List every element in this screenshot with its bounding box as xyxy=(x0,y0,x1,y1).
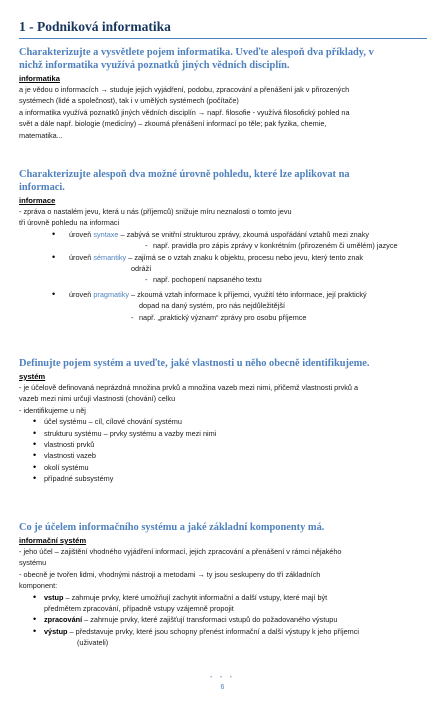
list-item-syntaxe: • úroveň syntaxe – zabývá se vnitřní strukturou zprávy, zkoumá uspořádání vztahů mezi znaky xyxy=(19,229,429,240)
text-line: a informatika využívá poznatků jiných vědních disciplín → např. filosofie - využívá filosofický pohled na xyxy=(19,107,350,117)
page-footer xyxy=(0,674,445,692)
list-item-semantiky: • úroveň sémantiky – zajímá se o vztah znaku k objektu, procesu nebo jevu, který tento znak xyxy=(19,252,429,263)
text-line: - je účelově definovaná neprázdná množina prvků a množina vazeb mezi nimi, přičemž vlastnosti prvků a xyxy=(19,383,359,392)
section-informace xyxy=(19,168,429,323)
text-line: - jeho účel – zajištění vhodného vyjádření informací, jejich zpracování a přenášení v rámci nějakého xyxy=(19,547,342,556)
term-heading: systém xyxy=(19,372,46,381)
text-line: systémech (lidé a společnost), tak i v umělých systémech (počítače) xyxy=(19,96,239,106)
text-line: - identifikujeme u něj xyxy=(19,405,86,415)
text-line: předmětem zpracování, případně vstupy vzájemně propojit xyxy=(44,604,234,614)
list-item: • vlastnosti vazeb xyxy=(19,450,429,461)
text-line: tři úrovně pohledu na informaci xyxy=(19,218,120,228)
term-heading: informace xyxy=(19,196,56,205)
text-line: svět a dále např. biologie (medicíny) – zkoumá přenášení informací po těle; pak fyzika, chemie, xyxy=(19,119,327,129)
list-item: • vlastnosti prvků xyxy=(19,439,429,450)
list-item-vystup: • výstup – představuje prvky, které jsou schopny přenést informační a další výstupy k jeho příjemci xyxy=(19,626,429,637)
question-heading: Charakterizujte alespoň dva možné úrovně pohledu, které lze aplikovat na informaci. xyxy=(19,169,350,193)
sub-list-item: - např. pravidla pro zápis zprávy v konkrétním (přirozeném či umělém) jazyce xyxy=(19,240,429,251)
text-line: odráží xyxy=(131,264,152,274)
page-number: 6 xyxy=(220,684,225,691)
list-item-zpracovani: • zpracování – zahrnuje prvky, které zajišťují transformaci vstupů do požadovaného výstupu xyxy=(19,614,429,625)
question-heading: Definujte pojem systém a uveďte, jaké vlastnosti u něho obecně identifikujeme. xyxy=(19,358,370,369)
text-line: - zpráva o nastalém jevu, která u nás (příjemců) snižuje míru neznalosti o tomto jevu xyxy=(19,207,292,216)
text-line: dopad na daný systém, pro nás nejdůležitější xyxy=(139,301,286,311)
text-line: systému xyxy=(19,558,47,568)
list-item-pragmatiky: • úroveň pragmatiky – zkoumá vztah informace k příjemci, využití této informace, její praktický xyxy=(19,289,429,300)
section-informacni-system xyxy=(19,521,429,649)
term-heading: informační systém xyxy=(19,536,87,545)
sub-list-item: - např. pochopení napsaného textu xyxy=(19,274,429,285)
question-heading: Co je účelem informačního systému a jaké základní komponenty má. xyxy=(19,522,325,533)
section-informatika xyxy=(19,46,429,141)
question-heading: Charakterizujte a vysvětlete pojem informatika. Uveďte alespoň dva příklady, v nichž informatika využívá poznatků jiných vědních disciplín. xyxy=(19,47,374,71)
text-line: vazeb mezi nimi určují vlastnosti (chování) celku xyxy=(19,394,176,404)
list-item-vstup: • vstup – zahrnuje prvky, které umožňují zachytit informační a další vstupy, které mají být xyxy=(19,592,429,603)
footer-dots: • • • xyxy=(210,675,235,681)
list-item: • strukturu systému – prvky systému a vazby mezi nimi xyxy=(19,428,429,439)
text-line: matematika... xyxy=(19,130,63,140)
term-heading: informatika xyxy=(19,74,60,83)
text-line: a je vědou o informacích → studuje jejich vyjádření, podobu, zpracování a přenášení jak v přirozených xyxy=(19,85,350,94)
text-line: - obecně je tvořen lidmi, vhodnými nástroji a metodami → ty jsou seskupeny do tří základních xyxy=(19,569,321,579)
list-item: • případné subsystémy xyxy=(19,473,429,484)
sub-list-item: - např. „praktický význam“ zprávy pro osobu příjemce xyxy=(19,312,429,323)
section-system xyxy=(19,357,429,485)
page-title: 1 - Podniková informatika xyxy=(19,19,427,39)
text-line: komponent: xyxy=(19,581,58,591)
list-item: • okolí systému xyxy=(19,462,429,473)
text-line: (uživateli) xyxy=(77,638,109,648)
list-item: • účel systému – cíl, cílové chování systému xyxy=(19,416,429,427)
